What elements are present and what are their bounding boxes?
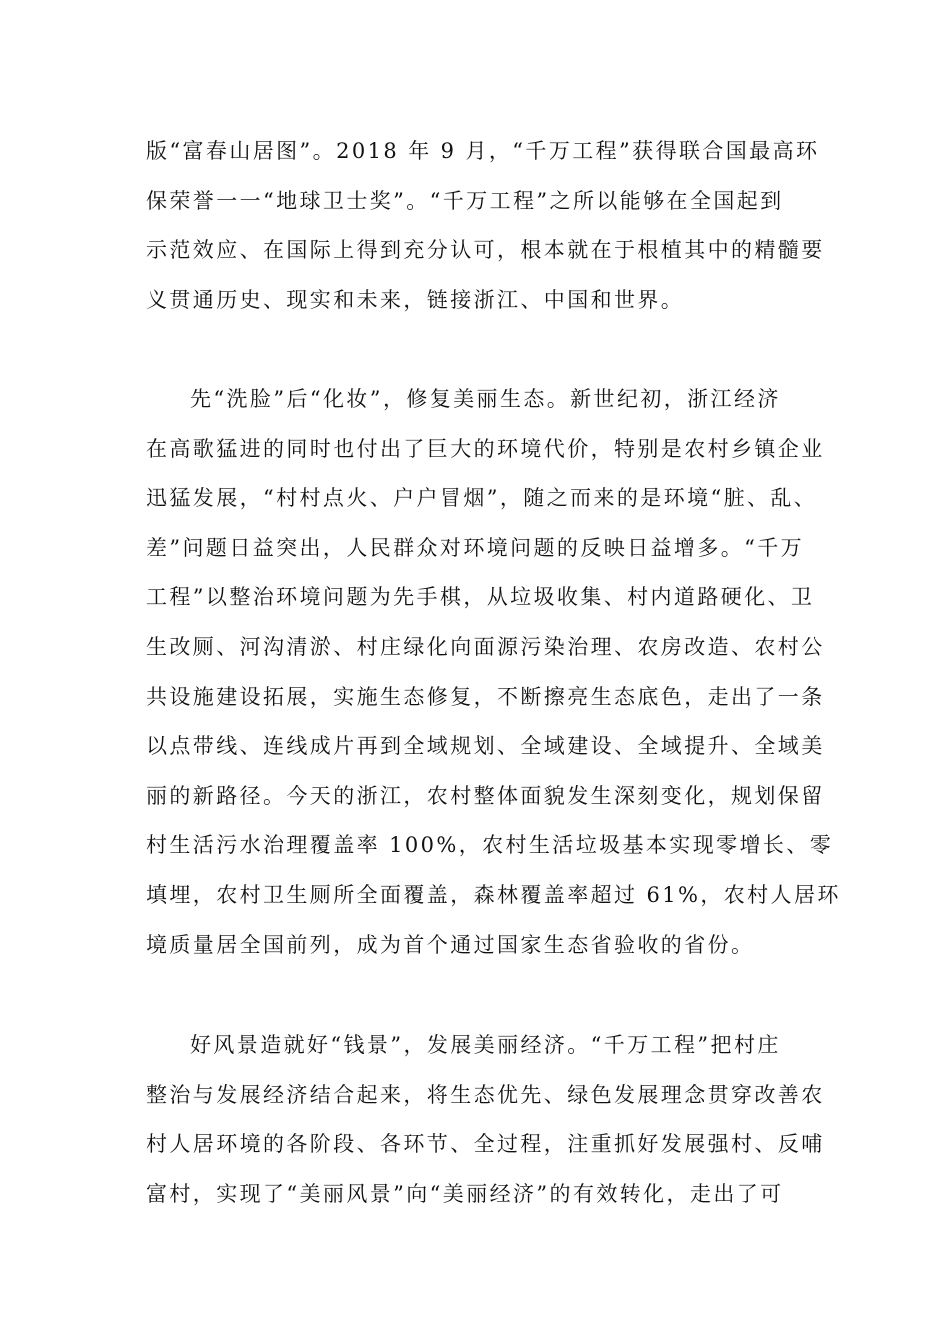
paragraph-line: 版“富春山居图”。2018 年 9 月，“千万工程”获得联合国最高环 xyxy=(146,139,820,163)
paragraph-line: 富村，实现了“美丽风景”向“美丽经济”的有效转化，走出了可 xyxy=(146,1181,784,1206)
paragraph-line: 丽的新路径。今天的浙江，农村整体面貌发生深刻变化，规划保留 xyxy=(146,783,825,808)
paragraph-line: 迅猛发展，“村村点火、户户冒烟”，随之而来的是环境“脏、乱、 xyxy=(146,486,818,511)
paragraph-1 xyxy=(146,127,825,325)
paragraph-line: 共设施建设拓展，实施生态修复，不断擦亮生态底色，走出了一条 xyxy=(146,684,825,709)
paragraph-2 xyxy=(146,375,841,970)
paragraph-line: 先“洗脸”后“化妆”，修复美丽生态。新世纪初，浙江经济 xyxy=(190,387,781,411)
paragraph-line: 生改厕、河沟清淤、村庄绿化向面源污染治理、农房改造、农村公 xyxy=(146,634,825,659)
paragraph-line: 工程”以整治环境问题为先手棋，从垃圾收集、村内道路硬化、卫 xyxy=(146,585,815,610)
paragraph-line: 村生活污水治理覆盖率 100%，农村生活垃圾基本实现零增长、零 xyxy=(146,833,834,858)
paragraph-line: 差”问题日益突出，人民群众对环境问题的反映日益增多。“千万 xyxy=(146,535,805,560)
paragraph-line: 境质量居全国前列，成为首个通过国家生态省验收的省份。 xyxy=(146,932,755,957)
paragraph-line: 以点带线、连线成片再到全域规划、全域建设、全域提升、全域美 xyxy=(146,734,825,759)
paragraph-line: 填埋，农村卫生厕所全面覆盖，森林覆盖率超过 61%，农村人居环 xyxy=(146,882,841,907)
paragraph-line: 村人居环境的各阶段、各环节、全过程，注重抓好发展强村、反哺 xyxy=(146,1132,825,1157)
paragraph-3 xyxy=(146,1021,825,1219)
paragraph-line: 好风景造就好“钱景”，发展美丽经济。“千万工程”把村庄 xyxy=(190,1033,781,1057)
paragraph-line: 义贯通历史、现实和未来，链接浙江、中国和世界。 xyxy=(146,287,685,312)
paragraph-line: 示范效应、在国际上得到充分认可，根本就在于根植其中的精髓要 xyxy=(146,238,825,263)
paragraph-line: 整治与发展经济结合起来，将生态优先、绿色发展理念贯穿改善农 xyxy=(146,1082,825,1107)
paragraph-line: 在高歌猛进的同时也付出了巨大的环境代价，特别是农村乡镇企业 xyxy=(146,436,825,461)
paragraph-line: 保荣誉一一“地球卫士奖”。“千万工程”之所以能够在全国起到 xyxy=(146,188,784,213)
